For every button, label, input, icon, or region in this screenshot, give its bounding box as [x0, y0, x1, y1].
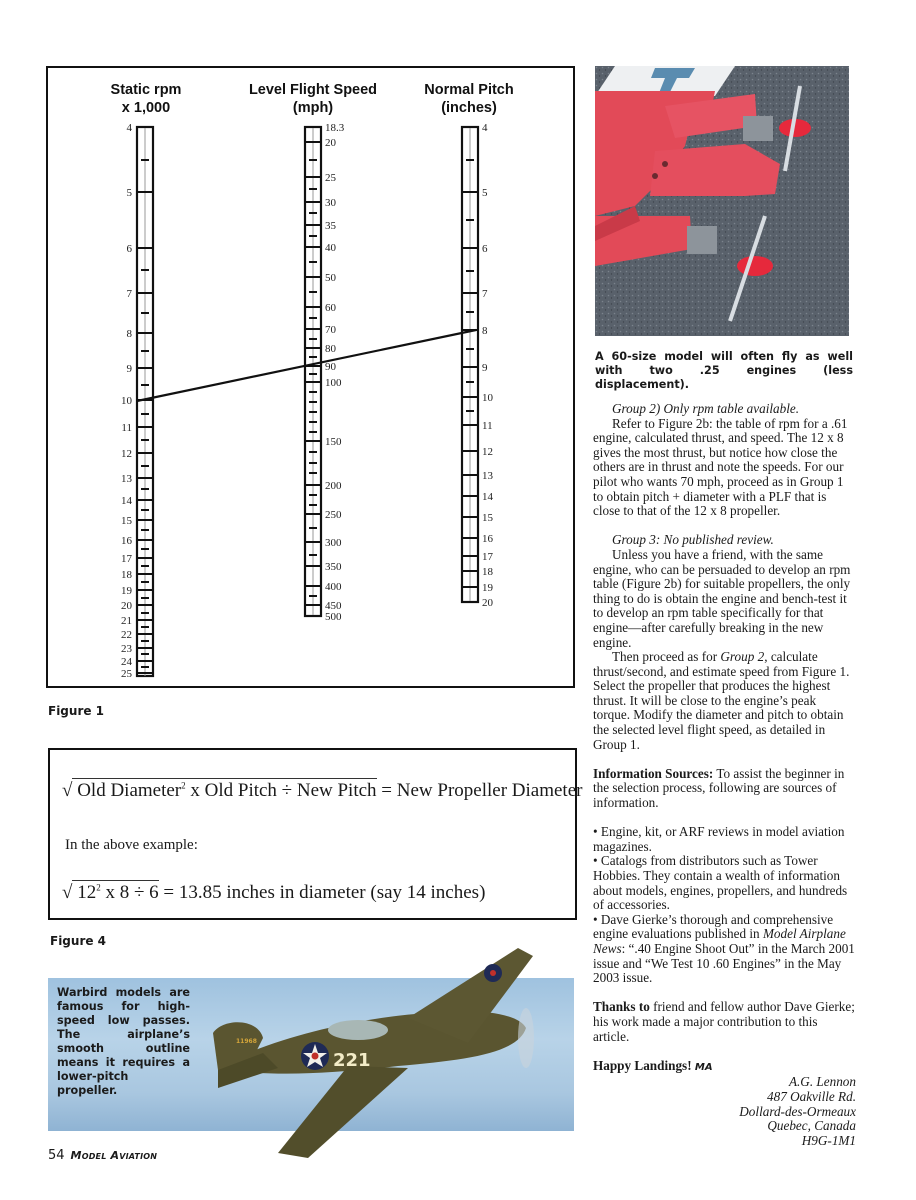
figure-1-nomogram [46, 66, 575, 688]
scale-3-tick-label: 17 [482, 551, 493, 563]
scale-2-tick-label: 70 [325, 324, 336, 336]
bullet-catalogs: • Catalogs from distributors such as Tower Hobbies. They contain a wealth of information about models, engines, propellers, and hundreds of accessories. [593, 853, 848, 913]
scale-3-tick-label: 14 [482, 491, 493, 503]
scale-1-tick-label: 5 [126, 187, 132, 199]
page-folio [48, 1148, 157, 1163]
bullet-reviews: • Engine, kit, or ARF reviews in model aviation magazines. [593, 824, 845, 854]
scale-2-tick-label: 400 [325, 581, 342, 593]
plane-number: 221 [333, 1050, 371, 1071]
scale-1-tick-label: 6 [126, 243, 132, 255]
scale-3-tick-label: 19 [482, 582, 493, 594]
nomogram-graphic [48, 68, 577, 690]
example-isoline [137, 330, 476, 401]
scale-1-tick-label: 16 [121, 535, 132, 547]
figure-4-caption: Figure 4 [50, 934, 107, 948]
scale-1-tick-label: 7 [126, 288, 132, 300]
scale-3-tick-label: 20 [482, 597, 493, 609]
general-formula: √ Old Diameter$^2$ x Old Pitch ÷ New Pitch = New Propeller Diameter [62, 780, 583, 801]
scale-3-tick-label: 10 [482, 392, 493, 404]
group3-body: Unless you have a friend, with the same engine, who can be persuaded to develop an rpm table (Figure 2b) for suitable propellers, the only thing to do is obtain the engine and bench-test it to develop an rpm table specifically for that engine—after carefully breaking in the new engine. [593, 546, 851, 650]
scale-2-tick-label: 80 [325, 343, 336, 355]
scale-2-tick-label: 50 [325, 272, 336, 284]
scale-3-tick-label: 18 [482, 566, 493, 578]
scale-2-tick-label: 60 [325, 302, 336, 314]
info-sources-paragraph: Information Sources: To assist the beginner in the selection process, following are sources of information. [593, 765, 845, 811]
twin-engine-model-photo [595, 66, 849, 336]
happy-landings: Happy Landings! MA [593, 1057, 713, 1073]
sqrt-icon: √ [62, 780, 73, 801]
scale-1-tick-label: 11 [121, 422, 132, 434]
scale-3-tick-label: 12 [482, 446, 493, 458]
page-number: 54 [48, 1148, 65, 1163]
author-signature: A.G. Lennon 487 Oakville Rd. Dollard-des-Ormeaux Quebec, Canada H9G-1M1 [739, 1074, 856, 1148]
scale-2-tick-label: 30 [325, 197, 336, 209]
then-proceed-paragraph: Then proceed as for Group 2, calculate thrust/second, and estimate speed from Figure 1. Select the propeller that produces the highest thrust. It will be close to the engine’s peak torque. Modify the diameter and pitch to obtain the selected level flight speed, as detailed in Group 1. [593, 649, 850, 752]
scale-1-tick-label: 14 [121, 495, 132, 507]
scale-2-tick-label: 40 [325, 242, 336, 254]
article-column [593, 402, 856, 1148]
scale-2-tick-label: 150 [325, 436, 342, 448]
bullet-gierke: • Dave Gierke’s thorough and comprehensive engine evaluations published in Model Airplane News: “.40 Engine Shoot Out” in the March 2001 issue and “We Test 10 .60 Engines” in the May 2003 issue. [593, 911, 855, 986]
example-intro: In the above example: [65, 837, 198, 853]
scale-3-tick-label: 13 [482, 470, 493, 482]
scale-2-tick-label: 90 [325, 361, 336, 373]
scale-1-tick-label: 24 [121, 656, 132, 668]
scale-3-tick-label: 8 [482, 325, 488, 337]
group2-heading: Group 2) Only rpm table available. [612, 401, 800, 416]
scale-2-tick-label: 200 [325, 480, 342, 492]
scale-3-tick-label: 4 [482, 122, 488, 134]
scale-1-tick-label: 23 [121, 643, 132, 655]
thanks-paragraph: Thanks to friend and fellow author Dave Gierke; his work made a major contribution to this article. [593, 999, 855, 1044]
scale-1-tick-label: 12 [121, 448, 132, 460]
scale3-title-line1: Normal Pitch [424, 82, 514, 98]
ma-end-mark: MA [694, 1061, 713, 1073]
scale-2-tick-label: 250 [325, 509, 342, 521]
scale3-title-line2: (inches) [441, 100, 497, 116]
scale1-title-line1: Static rpm [110, 82, 182, 98]
scale-1-tick-label: 8 [126, 328, 132, 340]
scale-3-tick-label: 6 [482, 243, 488, 255]
tail-number: 11968 [236, 1038, 257, 1045]
sqrt-icon: √ [62, 882, 73, 903]
scale-3-tick-label: 7 [482, 288, 488, 300]
scale-1-tick-label: 25 [121, 668, 132, 680]
scale-1-tick-label: 9 [126, 363, 132, 375]
scale-2-tick-label: 35 [325, 220, 336, 232]
example-formula: √ $12^2$ x 8 ÷ 6 = 13.85 inches in diameter (say 14 inches) [62, 882, 486, 903]
scale-1-tick-label: 17 [121, 553, 132, 565]
scale-3-tick-label: 5 [482, 187, 488, 199]
scale-3-tick-label: 9 [482, 362, 488, 374]
scale-1-tick-label: 20 [121, 600, 132, 612]
scale-2-tick-label: 300 [325, 537, 342, 549]
scale-2-tick-label: 500 [325, 611, 342, 623]
scale-2-tick-label: 450 [325, 600, 342, 612]
scale-2-tick-label: 20 [325, 137, 336, 149]
figure-4-formula-box [48, 748, 583, 920]
scale1-title-line2: x 1,000 [121, 100, 171, 116]
magazine-name: Model Aviation [70, 1149, 158, 1162]
scale2-title-line1: Level Flight Speed [248, 82, 378, 98]
scale-1-tick-label: 15 [121, 515, 132, 527]
scale-1-tick-label: 18 [121, 569, 132, 581]
figure-1-caption: Figure 1 [48, 704, 105, 718]
scale-2-tick-label: 25 [325, 172, 336, 184]
scale-1-tick-label: 19 [121, 585, 132, 597]
twin-engine-photo-caption: A 60-size model will often fly as well with two .25 engines (less displacement). [595, 350, 853, 391]
scale-1-tick-label: 10 [121, 395, 132, 407]
scale2-title-line2: (mph) [292, 100, 334, 116]
group2-body: Refer to Figure 2b: the table of rpm for a .61 engine, calculated thrust, and speed. The 12 x 8 gives the most thrust, but notice how close the others are in thrust and note the speeds. For our pilot who wants 70 mph, proceed as in Group 1 to obtain pitch + diameter with a PLF that is close to that of the 12 x 8 propeller. [593, 415, 848, 519]
scale-1-tick-label: 22 [121, 629, 132, 641]
scale-2-tick-label: 350 [325, 561, 342, 573]
scale-1-tick-label: 4 [126, 122, 132, 134]
scale-3-tick-label: 11 [482, 420, 493, 432]
scale-1-tick-label: 21 [121, 615, 132, 627]
scale-3-tick-label: 16 [482, 533, 493, 545]
group3-heading: Group 3: No published review. [612, 532, 774, 548]
scale-1-tick-label: 13 [121, 473, 132, 485]
scale-2-tick-label: 18.3 [325, 122, 345, 134]
scale-2-tick-label: 100 [325, 377, 342, 389]
scale-3-tick-label: 15 [482, 512, 493, 524]
warbird-photo-caption: Warbird models are famous for high-speed low passes. The airplane’s smooth outline means it requires a lower-pitch propeller. [57, 986, 190, 1097]
